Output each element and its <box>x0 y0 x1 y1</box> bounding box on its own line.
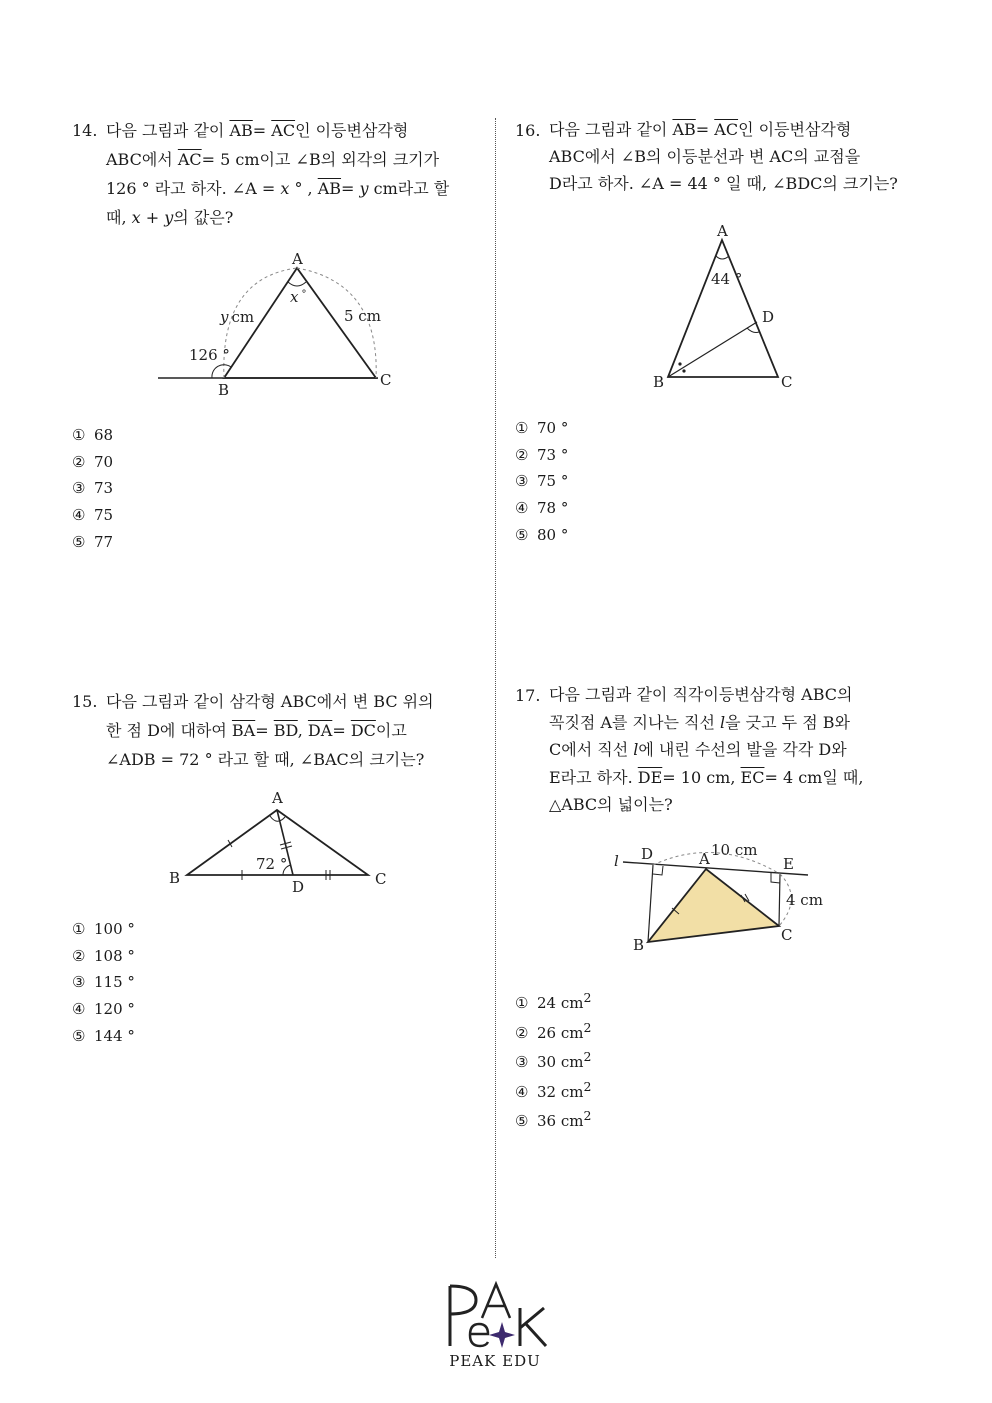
vertex-c-label: C <box>781 373 793 391</box>
vertex-c-label: C <box>781 926 793 944</box>
choice-2[interactable]: ② 70 <box>72 452 114 471</box>
choice-5[interactable]: ⑤ 77 <box>72 532 114 551</box>
figure-15 <box>165 786 400 898</box>
vertex-a-label: A <box>699 850 710 868</box>
angle-mark-dot-1 <box>678 362 681 365</box>
de-length-label: 10 cm <box>711 841 758 859</box>
choices-16 <box>515 415 568 548</box>
triangle-abc <box>648 869 779 942</box>
problem-text: 다음 그림과 같이 $\overline{AB}= \overline{AC}$인 이등변삼각형 ABC에서 $\overline{AC}= 5$ cm이고 ∠B의 외각의 크기가 126 ° 라고 하자. ∠A = x ° , $\overline{AB}= y$ cm라고 할 때, x + y의 값은? <box>106 121 450 227</box>
angle-x-label: x ° <box>290 288 307 306</box>
column-divider <box>495 118 496 1258</box>
perp-ce <box>779 874 780 926</box>
line-l <box>623 862 808 875</box>
vertex-a-label: A <box>292 250 303 268</box>
exterior-angle-label: 126 ° <box>189 346 230 364</box>
logo-letter-k <box>520 1308 546 1346</box>
choice-5[interactable]: ⑤ 80 ° <box>515 525 569 544</box>
problem-text: 다음 그림과 같이 직각이등변삼각형 ABC의 꼭짓점 A를 지나는 직선 l을 긋고 두 점 B와 C에서 직선 l에 내린 수선의 발을 각각 D와 E라고 하자. $\overline{DE}= 10$ cm, $\overline{EC}= 4$ cm일 때, △ABC의 넓이는? <box>549 685 864 814</box>
right-angle-d <box>653 866 663 875</box>
logo-letter-e <box>470 1324 488 1346</box>
choice-4[interactable]: ④ 120 ° <box>72 1000 135 1019</box>
choice-5[interactable]: ⑤ 36 $cm^2$ <box>515 1108 592 1130</box>
problem-17 <box>515 681 935 819</box>
figure-17 <box>608 838 828 958</box>
vertex-e-label: E <box>783 855 794 873</box>
choices-17 <box>515 983 591 1131</box>
choice-2[interactable]: ② 108 ° <box>72 946 135 965</box>
vertex-b-label: B <box>218 381 230 399</box>
problem-14 <box>72 116 472 232</box>
angle-72-label: 72 ° <box>256 855 288 873</box>
vertex-d-label: D <box>292 878 305 896</box>
choice-3[interactable]: ③ 75 ° <box>515 472 569 491</box>
problem-16 <box>515 116 925 197</box>
line-l-label: l <box>614 852 619 870</box>
ec-length-label: 4 cm <box>786 891 823 909</box>
choice-5[interactable]: ⑤ 144 ° <box>72 1026 135 1045</box>
logo-letter-p <box>450 1286 476 1346</box>
angle-44-label: 44 ° <box>711 270 743 288</box>
angle-a-arc <box>288 282 306 286</box>
right-angle-e <box>771 873 780 883</box>
choice-4[interactable]: ④ 78 ° <box>515 499 569 518</box>
problem-text: 다음 그림과 같이 삼각형 ABC에서 변 BC 위의 한 점 D에 대하여 $\overline{BA}= \overline{BD}$, $\overline{DA}= \overline{DC}$이고 ∠ADB = 72 ° 라고 할 때, ∠BAC의 크기는? <box>106 692 434 769</box>
choices-15 <box>72 916 135 1049</box>
problem-number: 15. <box>72 692 98 711</box>
vertex-b-label: B <box>653 373 665 391</box>
vertex-a-label: A <box>717 222 728 240</box>
figure-16 <box>645 220 805 395</box>
choice-1[interactable]: ① 70 ° <box>515 419 569 437</box>
logo-text: PEAK EDU <box>449 1352 541 1370</box>
choice-1[interactable]: ① 68 <box>72 426 114 444</box>
angle-bdc-arc <box>747 328 759 333</box>
choice-3[interactable]: ③ 115 ° <box>72 973 135 992</box>
side-5cm-label: 5 cm <box>344 307 381 325</box>
angle-a-arc <box>270 816 285 821</box>
logo-letter-a <box>482 1284 510 1318</box>
choice-2[interactable]: ② 26 $cm^2$ <box>515 1019 592 1042</box>
angle-mark-dot-2 <box>682 369 685 372</box>
problem-number: 14. <box>72 121 98 140</box>
perp-bd <box>648 865 653 942</box>
vertex-c-label: C <box>375 870 387 888</box>
choice-1[interactable]: ① 100 ° <box>72 920 135 938</box>
vertex-b-label: B <box>169 869 181 887</box>
choice-3[interactable]: ③ 30 $cm^2$ <box>515 1049 592 1071</box>
choice-4[interactable]: ④ 75 <box>72 506 114 525</box>
choice-4[interactable]: ④ 32 $cm^2$ <box>515 1078 592 1101</box>
angle-a-arc <box>716 256 729 259</box>
problem-number: 16. <box>515 121 541 140</box>
bisector-bd <box>668 322 757 377</box>
vertex-b-label: B <box>633 936 645 954</box>
vertex-d-label: D <box>641 845 654 863</box>
figure-14 <box>150 248 400 398</box>
side-y-label: y cm <box>220 308 255 326</box>
choice-3[interactable]: ③ 73 <box>72 479 114 498</box>
choice-1[interactable]: ① 24 $cm^2$ <box>515 990 592 1012</box>
choice-2[interactable]: ② 73 ° <box>515 445 569 464</box>
problem-15 <box>72 687 482 774</box>
vertex-d-label: D <box>762 308 775 326</box>
vertex-a-label: A <box>272 789 283 807</box>
problem-text: 다음 그림과 같이 $\overline{AB}= \overline{AC}$인 이등변삼각형 ABC에서 ∠B의 이등분선과 변 AC의 교점을 D라고 하자. ∠A = 44 ° 일 때, ∠BDC의 크기는? <box>549 120 898 193</box>
star-icon <box>489 1322 515 1348</box>
vertex-c-label: C <box>380 371 392 389</box>
problem-number: 17. <box>515 686 541 705</box>
choices-14 <box>72 422 113 555</box>
